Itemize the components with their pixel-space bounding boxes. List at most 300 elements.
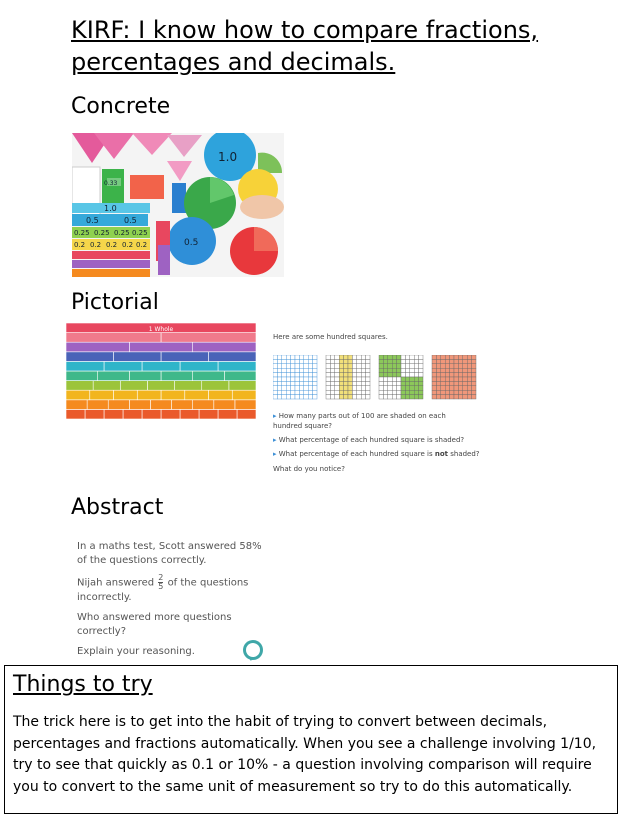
hundred-square-cell (366, 386, 370, 390)
hundred-square-cell (344, 355, 348, 359)
hundred-square-cell (361, 364, 365, 368)
hundred-square-cell (295, 390, 299, 394)
nijah-before: Nijah answered (77, 577, 155, 589)
hundred-square-cell (282, 390, 286, 394)
fraction-wall-cell (142, 361, 180, 371)
hundred-square-cell (472, 386, 476, 390)
hundred-square-cell (308, 359, 312, 363)
hundred-square-cell (366, 373, 370, 377)
hundred-square-cell (472, 364, 476, 368)
hundred-square-cell (383, 364, 387, 368)
hundred-square-cell (286, 390, 290, 394)
hundred-square-cell (291, 381, 295, 385)
hundred-square-cell (299, 395, 303, 399)
hundred-square-cell (467, 381, 471, 385)
hundred-square-cell (361, 377, 365, 381)
question-1-text: How many parts out of 100 are shaded on each hundred square? (273, 412, 446, 430)
hundred-square-cell (304, 373, 308, 377)
explain-prompt: Explain your reasoning. (77, 646, 195, 657)
hundred-square-cell (467, 377, 471, 381)
hundred-squares-intro: Here are some hundred squares. (273, 333, 388, 341)
hundred-square-cell (397, 390, 401, 394)
hundred-square-cell (361, 368, 365, 372)
hundred-square-cell (414, 359, 418, 363)
hundred-square-cell (282, 377, 286, 381)
hundred-square-cell (410, 368, 414, 372)
hundred-square-cell (352, 364, 356, 368)
fraction-wall-cell (180, 361, 218, 371)
hundred-square-cell (348, 395, 352, 399)
hundred-square-cell (335, 377, 339, 381)
hundred-square-cell (450, 364, 454, 368)
hundred-square-cell (361, 359, 365, 363)
hundred-square-cell (410, 355, 414, 359)
hundred-square-cell (304, 395, 308, 399)
hundred-square-cell (277, 395, 281, 399)
hundred-square-cell (361, 386, 365, 390)
hundred-square-cell (397, 373, 401, 377)
hundred-square-cell (401, 377, 405, 381)
hundred-square-cell (467, 373, 471, 377)
hundred-square-cell (291, 355, 295, 359)
hundred-square-cell (357, 368, 361, 372)
fraction-wall-cell (129, 400, 150, 410)
fraction-wall-cell (218, 361, 256, 371)
hundred-square-cell (299, 373, 303, 377)
hundred-square-cell (436, 364, 440, 368)
hundred-square-cell (432, 395, 436, 399)
hundred-square-cell (291, 386, 295, 390)
hundred-square-cell (339, 373, 343, 377)
hundred-square-cell (467, 386, 471, 390)
hundred-square-cell (401, 364, 405, 368)
hundred-square-cell (383, 373, 387, 377)
hundred-square-cell (313, 355, 317, 359)
hundred-square-cell (458, 373, 462, 377)
hundred-square-cell (397, 364, 401, 368)
hundred-square-cell (313, 381, 317, 385)
hundred-square-cell (348, 373, 352, 377)
fraction-denominator: 5 (158, 582, 164, 591)
hundred-square-cell (392, 368, 396, 372)
hundred-square-cell (282, 386, 286, 390)
hundred-square-cell (308, 381, 312, 385)
hundred-square-cell (352, 368, 356, 372)
hundred-square-cell (361, 381, 365, 385)
hundred-square-cell (392, 359, 396, 363)
hundred-square-cell (273, 377, 277, 381)
hundred-square-cell (277, 386, 281, 390)
hundred-square-cell (295, 359, 299, 363)
fraction-wall-cell (237, 409, 256, 419)
fraction-wall-cell (193, 371, 225, 381)
hundred-square-cell (441, 364, 445, 368)
hundred-square-cell (344, 390, 348, 394)
hundred-square-cell (326, 395, 330, 399)
hundred-square-cell (348, 364, 352, 368)
hundred-square-cell (454, 390, 458, 394)
hundred-square-cell (326, 368, 330, 372)
hundred-square-cell (330, 381, 334, 385)
hundred-square-cell (401, 368, 405, 372)
fraction-wall-cell (209, 352, 257, 362)
fraction-wall-header: 1 Whole (148, 326, 174, 333)
things-to-try-text: The trick here is to get into the habit of trying to convert between decimals, percentages and fractions automatically. When you see a challenge involving 1/10, try to see that quickly as 0.1 or 10% - a question involving comparison will require you to convert to the same unit of measurement so try to do this automatically. (13, 714, 597, 795)
fraction-wall-cell (161, 409, 180, 419)
hundred-square-cell (463, 377, 467, 381)
hundred-square-cell (463, 373, 467, 377)
hundred-square-cell (436, 377, 440, 381)
label-quarter-c: 0.25 (114, 229, 130, 237)
hundred-square-cell (458, 359, 462, 363)
fraction-wall-cell (193, 400, 214, 410)
hundred-square-cell (379, 359, 383, 363)
hundred-square-cell (388, 364, 392, 368)
fraction-wall-cell (90, 390, 114, 400)
question-3-arrow: ▸ (273, 450, 277, 458)
hundred-square-cell (397, 381, 401, 385)
fraction-numerator: 2 (158, 573, 164, 582)
hundred-square-cell (299, 368, 303, 372)
fraction-wall-cell (114, 352, 162, 362)
hundred-square-cell (441, 390, 445, 394)
hundred-square-cell (405, 373, 409, 377)
hundred-square-cell (432, 359, 436, 363)
hundred-square-cell (445, 359, 449, 363)
hundred-square-cell (330, 373, 334, 377)
hundred-square-cell (414, 386, 418, 390)
hundred-square-cell (405, 395, 409, 399)
hundred-square-cell (326, 364, 330, 368)
hundred-square-cell (401, 390, 405, 394)
hundred-square-cell (361, 355, 365, 359)
hundred-square-cell (458, 386, 462, 390)
hundred-square-cell (414, 373, 418, 377)
fraction-wall (66, 323, 256, 419)
nijah-after: of the questions incorrectly. (77, 577, 249, 603)
hundred-square-cell (383, 359, 387, 363)
hundred-square-cell (436, 368, 440, 372)
speech-bubble-icon (241, 639, 265, 668)
hundred-square-cell (419, 373, 423, 377)
hundred-square-cell (344, 377, 348, 381)
hundred-square-cell (379, 377, 383, 381)
hundred-square-cell (304, 390, 308, 394)
hundred-square-cell (388, 395, 392, 399)
hundred-square-cell (295, 368, 299, 372)
hundred-square-cell (286, 368, 290, 372)
hundred-square-cell (348, 359, 352, 363)
label-quarter-b: 0.25 (94, 229, 110, 237)
hundred-square-cell (432, 377, 436, 381)
hundred-square-cell (458, 381, 462, 385)
hundred-square-cell (295, 381, 299, 385)
hundred-square-cell (419, 355, 423, 359)
question-2-arrow: ▸ (273, 436, 277, 444)
fraction-wall-cell (123, 409, 142, 419)
hundred-square-cell (339, 359, 343, 363)
fraction-wall-cell (199, 409, 218, 419)
hundred-square-cell (458, 368, 462, 372)
hundred-square-cell (392, 364, 396, 368)
fraction-wall-cell (114, 390, 138, 400)
hundred-square-cell (352, 355, 356, 359)
hundred-square-cell (330, 395, 334, 399)
hundred-square-cell (392, 381, 396, 385)
hundred-square-cell (436, 395, 440, 399)
hundred-square-cell (273, 395, 277, 399)
label-quarter-d: 0.25 (132, 229, 148, 237)
hundred-square-cell (463, 368, 467, 372)
hundred-square-cell (352, 359, 356, 363)
hundred-square-cell (454, 377, 458, 381)
hundred-square-cell (458, 355, 462, 359)
fraction-two-fifths (158, 574, 163, 591)
hundred-square-cell (405, 386, 409, 390)
hundred-square-cell (295, 395, 299, 399)
hundred-square-cell (357, 364, 361, 368)
hundred-square-cell (291, 373, 295, 377)
hundred-square-cell (401, 355, 405, 359)
hundred-square-cell (361, 373, 365, 377)
hundred-square-cell (277, 381, 281, 385)
hundred-square-cell (392, 390, 396, 394)
label-fifth-a: 0.2 (74, 241, 86, 249)
hundred-square-cell (339, 368, 343, 372)
hundred-square-cell (383, 386, 387, 390)
hundred-square-cell (410, 386, 414, 390)
fraction-wall-cell (129, 342, 192, 352)
hundred-square-cell (432, 368, 436, 372)
hundred-square-cell (397, 359, 401, 363)
hundred-square-cell (357, 386, 361, 390)
hundred-square-cell (357, 355, 361, 359)
hundred-square-cell (308, 377, 312, 381)
hundred-square-cell (366, 381, 370, 385)
title-line-2: percentages and decimals. (71, 48, 396, 76)
hundred-square-cell (445, 355, 449, 359)
hundred-square-cell (405, 390, 409, 394)
hundred-square-cell (291, 364, 295, 368)
hundred-square-cell (335, 390, 339, 394)
hundred-square-cell (432, 386, 436, 390)
hundred-square-cell (330, 355, 334, 359)
hundred-square-cell (410, 390, 414, 394)
hundred-square-cell (330, 386, 334, 390)
hundred-square-cell (339, 381, 343, 385)
hundred-square-cell (308, 368, 312, 372)
hundred-square-cell (348, 368, 352, 372)
hundred-square-cell (304, 355, 308, 359)
hundred-square-cell (299, 364, 303, 368)
hundred-square-cell (299, 386, 303, 390)
hundred-square-cell (414, 364, 418, 368)
hundred-square-cell (295, 355, 299, 359)
section-abstract: Abstract (71, 495, 164, 520)
hundred-square-cell (335, 355, 339, 359)
hundred-square-cell (313, 364, 317, 368)
hundred-square-cell (405, 364, 409, 368)
hundred-square-cell (472, 395, 476, 399)
hundred-square-cell (454, 386, 458, 390)
fraction-wall-cell (161, 371, 193, 381)
hundred-square-cell (405, 355, 409, 359)
hundred-square-cell (383, 390, 387, 394)
hundred-square-cell (286, 377, 290, 381)
hundred-square-cell (299, 390, 303, 394)
hundred-square-cell (286, 359, 290, 363)
hundred-square-cell (291, 395, 295, 399)
hundred-square-cell (441, 368, 445, 372)
hundred-square-cell (304, 377, 308, 381)
fraction-wall-cell (87, 400, 108, 410)
hundred-square-cell (414, 395, 418, 399)
hundred-square-cell (383, 355, 387, 359)
hundred-squares-panel (272, 333, 487, 478)
hundred-square-cell (291, 390, 295, 394)
hundred-square-cell (366, 364, 370, 368)
hundred-square-cell (286, 373, 290, 377)
hundred-square-cell (273, 390, 277, 394)
hundred-square-cell (392, 386, 396, 390)
hundred-square-cell (277, 373, 281, 377)
hundred-square-cell (467, 390, 471, 394)
hundred-square-cell (401, 386, 405, 390)
fraction-wall-cell (129, 371, 161, 381)
fraction-wall-cell (180, 409, 199, 419)
hundred-square-cell (339, 377, 343, 381)
hundred-square-cell (304, 364, 308, 368)
hundred-square-cell (313, 359, 317, 363)
hundred-square-cell (286, 386, 290, 390)
hundred-square-cell (366, 377, 370, 381)
hundred-square-cell (352, 373, 356, 377)
hundred-square-cell (432, 390, 436, 394)
hundred-square-cell (273, 364, 277, 368)
hundred-square-cell (467, 359, 471, 363)
hundred-square-cell (450, 377, 454, 381)
hundred-square-cell (405, 359, 409, 363)
things-to-try-heading: Things to try (13, 672, 153, 697)
hundred-squares-grids (273, 355, 483, 409)
hundred-square-cell (304, 386, 308, 390)
hundred-square-cell (388, 355, 392, 359)
hundred-square-cell (273, 359, 277, 363)
label-fifth-e: 0.2 (136, 241, 148, 249)
hundred-square-cell (419, 364, 423, 368)
hundred-square-cell (410, 395, 414, 399)
fraction-wall-cell (224, 371, 256, 381)
fraction-wall-cell (66, 381, 93, 391)
hundred-square-cell (357, 381, 361, 385)
hundred-square-cell (291, 368, 295, 372)
hundred-square-cell (295, 377, 299, 381)
question-3-text-after: shaded? (448, 450, 480, 458)
hundred-square-cell (308, 386, 312, 390)
hundred-square-cell (472, 377, 476, 381)
hundred-square-cell (436, 386, 440, 390)
hundred-square-cell (383, 368, 387, 372)
hundred-square-cell (405, 368, 409, 372)
section-concrete: Concrete (71, 94, 171, 119)
hundred-square-cell (410, 359, 414, 363)
hundred-square-cell (388, 390, 392, 394)
hundred-square-cell (308, 364, 312, 368)
hundred-square-cell (286, 395, 290, 399)
label-quarter-a: 0.25 (74, 229, 90, 237)
hundred-square-cell (282, 355, 286, 359)
hundred-square-cell (366, 355, 370, 359)
fraction-wall-cell (66, 333, 161, 343)
hundred-square-cell (450, 355, 454, 359)
hundred-square-cell (352, 390, 356, 394)
hundred-square-cell (392, 395, 396, 399)
hundred-square-cell (308, 395, 312, 399)
hundred-square-cell (419, 359, 423, 363)
title-line-1: KIRF: I know how to compare fractions, (71, 16, 539, 44)
hundred-square-cell (467, 364, 471, 368)
hundred-square-cell (392, 355, 396, 359)
hundred-square-cell (357, 395, 361, 399)
hundred-square-cell (379, 381, 383, 385)
hundred-square-cell (432, 373, 436, 377)
hundred-square-cell (348, 390, 352, 394)
hundred-square-cell (326, 359, 330, 363)
hundred-square-cell (454, 359, 458, 363)
hundred-square-cell (344, 364, 348, 368)
fraction-wall-cell (108, 400, 129, 410)
hundred-square-cell (397, 355, 401, 359)
abstract-problem (77, 540, 267, 665)
fraction-wall-cell (193, 342, 256, 352)
hundred-square-cell (313, 390, 317, 394)
hundred-square-cell (388, 359, 392, 363)
hundred-square-cell (299, 355, 303, 359)
fraction-wall-cell (161, 333, 256, 343)
hundred-square-cell (339, 386, 343, 390)
hundred-square-cell (282, 368, 286, 372)
hundred-square-cell (463, 386, 467, 390)
fraction-wall-cell (93, 381, 120, 391)
hundred-square-cell (445, 373, 449, 377)
hundred-square-cell (344, 381, 348, 385)
hundred-square-cell (436, 355, 440, 359)
hundred-square-cell (445, 381, 449, 385)
hundred-square-cell (454, 381, 458, 385)
hundred-square-cell (295, 373, 299, 377)
hundred-square-cell (339, 364, 343, 368)
hundred-square-cell (388, 386, 392, 390)
hundred-square-cell (277, 359, 281, 363)
hundred-square-cell (308, 355, 312, 359)
fraction-wall-cell (104, 409, 123, 419)
hundred-square-cell (441, 386, 445, 390)
hundred-square-cell (441, 395, 445, 399)
fraction-wall-cell (161, 352, 209, 362)
hundred-square-cell (344, 373, 348, 377)
hundred-square-cell (472, 373, 476, 377)
hundred-square-cell (357, 377, 361, 381)
fraction-wall-cell (232, 390, 256, 400)
hundred-square-cell (335, 386, 339, 390)
fraction-wall-cell (150, 400, 171, 410)
hundred-square-cell (441, 381, 445, 385)
fraction-wall-cell (209, 390, 233, 400)
hundred-square-cell (308, 373, 312, 377)
hundred-square-cell (348, 386, 352, 390)
fraction-wall-cell (147, 381, 174, 391)
fraction-wall-cell (142, 409, 161, 419)
